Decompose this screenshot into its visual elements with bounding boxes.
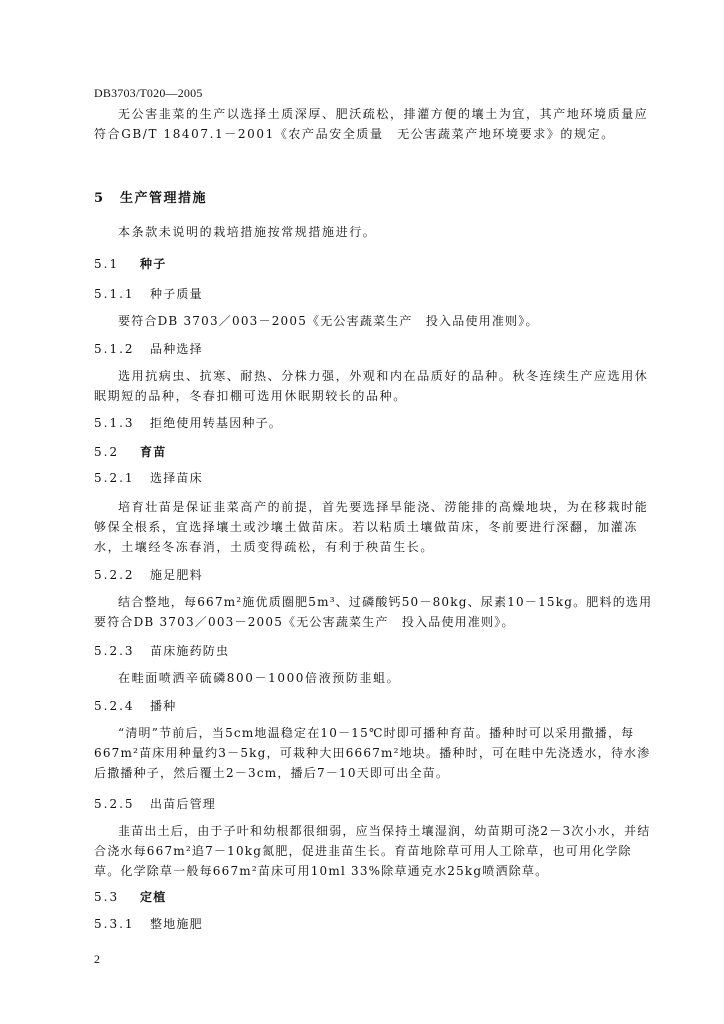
section-title: 生产管理措施 bbox=[120, 191, 208, 206]
section-number: 5 bbox=[94, 191, 105, 206]
page-number: 2 bbox=[94, 952, 100, 966]
section-5-2-heading: 5.2 育苗 bbox=[94, 445, 167, 459]
section-5-1-3-heading: 5.1.3 拒绝使用转基因种子。 bbox=[94, 416, 283, 430]
section-5-2-1-paragraph: 培育壮苗是保证韭菜高产的前提，首先要选择旱能浇、涝能排的高燥地块，为在移栽时能够保全根系，宜选择壤土或沙壤土做苗床。若以粘质土壤做苗床，冬前要进行深翻，加灌冻水，土壤经冬冻春消，土质变得疏松，有利于秧苗生长。 bbox=[94, 500, 649, 554]
section-5-heading bbox=[94, 187, 207, 206]
section-5-2-1-heading: 5.2.1 选择苗床 bbox=[94, 471, 203, 485]
section-5-3-heading: 5.3 定植 bbox=[94, 890, 167, 904]
section-5-1-1-paragraph: 要符合DB 3703／003－2005《无公害蔬菜生产 投入品使用准则》。 bbox=[118, 314, 539, 328]
section-5-paragraph: 本条款未说明的栽培措施按常规措施进行。 bbox=[118, 225, 377, 239]
section-5-2-3-heading: 5.2.3 苗床施药防虫 bbox=[94, 644, 230, 658]
document-code: DB3703/T020—2005 bbox=[94, 86, 203, 100]
section-5-2-4-heading: 5.2.4 播种 bbox=[94, 699, 177, 713]
section-5-2-5-heading: 5.2.5 出苗后管理 bbox=[94, 797, 217, 811]
section-5-1-2-heading: 5.1.2 品种选择 bbox=[94, 342, 203, 356]
section-5-3-1-heading: 5.3.1 整地施肥 bbox=[94, 917, 203, 931]
section-5-2-2-paragraph: 结合整地，每667m²施优质圈肥5m³、过磷酸钙50－80kg、尿素10－15kg。肥料的选用要符合DB 3703／003－2005《无公害蔬菜生产 投入品使用准则》。 bbox=[94, 595, 653, 629]
section-5-1-heading: 5.1 种子 bbox=[94, 257, 167, 271]
intro-paragraph: 无公害韭菜的生产以选择土质深厚、肥沃疏松，排灌方便的壤土为宜，其产地环境质量应符合GB/T 18407.1－2001《农产品安全质量 无公害蔬菜产地环境要求》的规定。 bbox=[94, 107, 649, 141]
section-5-2-3-paragraph: 在畦面喷洒辛硫磷800－1000倍液预防韭蛆。 bbox=[118, 671, 401, 685]
section-5-1-1-heading: 5.1.1 种子质量 bbox=[94, 287, 203, 301]
section-5-2-2-heading: 5.2.2 施足肥料 bbox=[94, 568, 203, 582]
section-5-1-2-paragraph: 选用抗病虫、抗寒、耐热、分株力强，外观和内在品质好的品种。秋冬连续生产应选用休眠期短的品种，冬春扣棚可选用休眠期较长的品种。 bbox=[94, 369, 649, 403]
section-5-2-4-paragraph: “清明”节前后，当5cm地温稳定在10－15℃时即可播种育苗。播种时可以采用撒播，每667m²苗床用种量约3－5kg，可栽种大田6667m²地块。播种时，可在畦中先浇透水，待水渗后撒播种子，然后覆土2－3cm，播后7－10天即可出全苗。 bbox=[94, 726, 651, 780]
section-5-2-5-paragraph: 韭苗出土后，由于子叶和幼根都很细弱，应当保持土壤湿润，幼苗期可浇2－3次小水，并结合浇水每667m²追7－10kg氮肥，促进韭苗生长。育苗地除草可用人工除草，也可用化学除草。化学除草一般每667m²苗床可用10ml 33%除草通克水25kg喷洒除草。 bbox=[94, 824, 651, 878]
